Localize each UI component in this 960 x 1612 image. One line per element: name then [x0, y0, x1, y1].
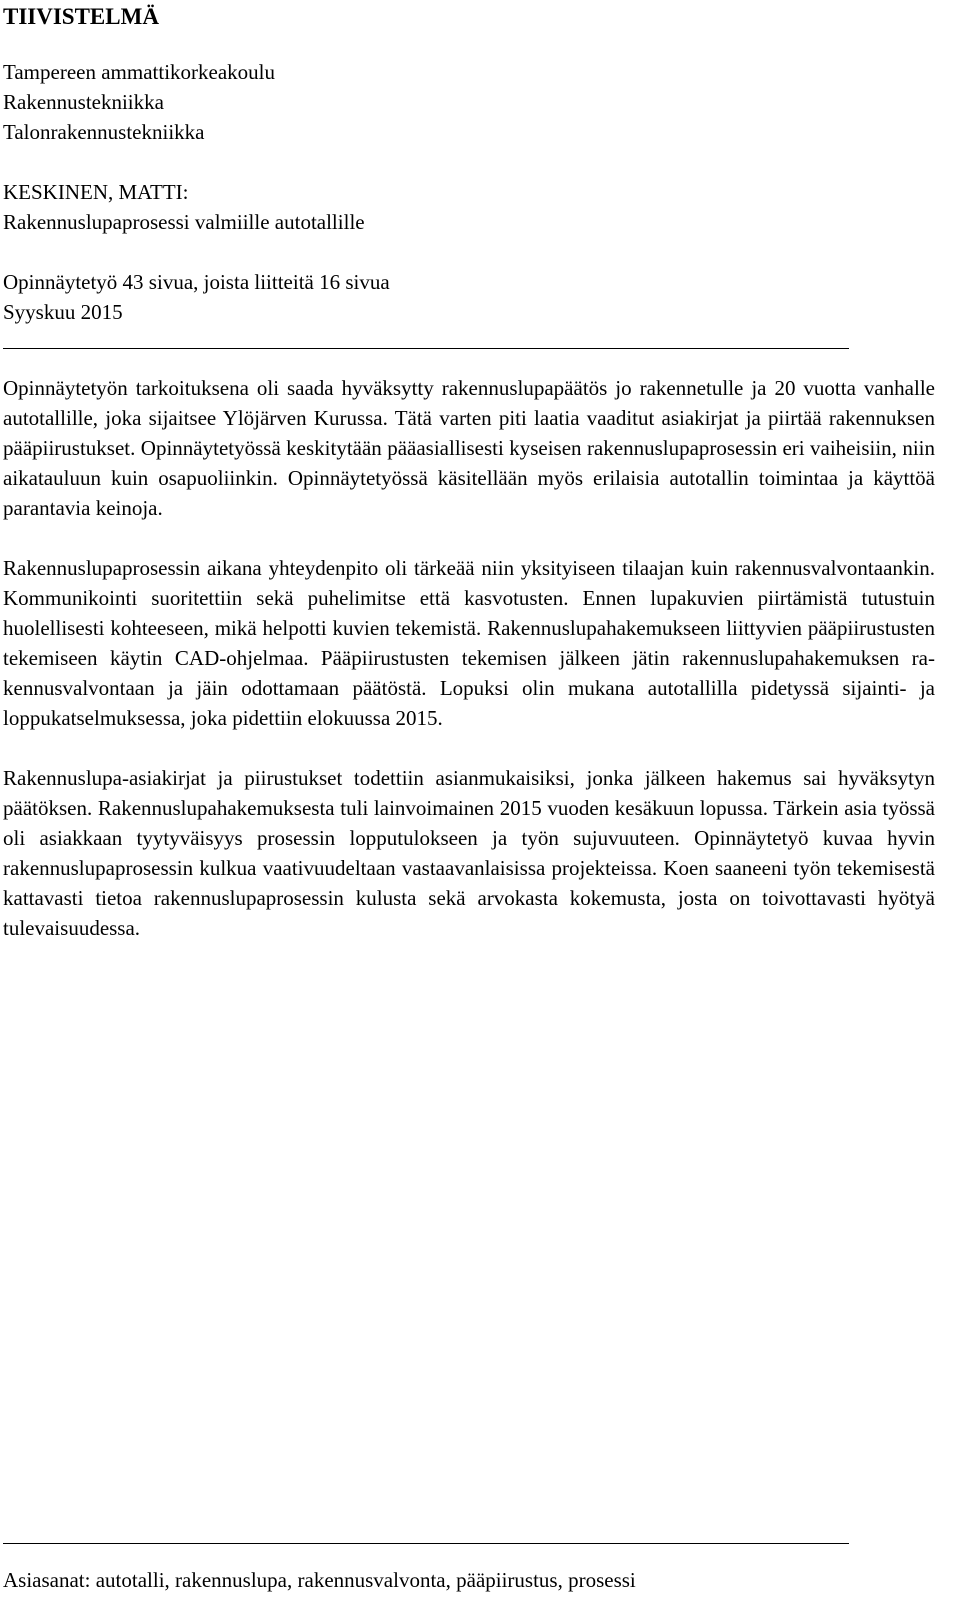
degree-programme: Rakennustekniikka [3, 90, 164, 114]
institution-block [3, 57, 275, 147]
abstract-paragraph: Opinnäytetyön tarkoituksena oli saada hyväksytty rakennuslupapäätös jo rakennetulle ja 20 vuotta vanhalle autotallille, joka sijaitsee Ylöjärven Kurussa. Tätä varten piti laatia vaaditut asiakirjat ja piirtää rakennuksen pääpiirustukset. Opinnäytetyössä keskitytään pääasiallisesti kyseisen rakennuslupaprosessin eri vaiheisiin, niin aikatauluun kuin osapuoliinkin. Opinnäytetyössä käsitellään myös erilaisia autotallin toimintaa ja käyttöä parantavia keinoja. [3, 376, 935, 520]
page-title: TIIVISTELMÄ [3, 4, 159, 29]
keywords-line: Asiasanat: autotalli, rakennuslupa, rakennusvalvonta, pääpiirustus, prosessi [3, 1568, 636, 1592]
publication-date: Syyskuu 2015 [3, 300, 123, 324]
abstract-paragraph: Rakennuslupaprosessin aikana yhteydenpito oli tärkeää niin yksityiseen tilaajan kuin rakennusvalvontaankin. Kommunikointi suoritettiin sekä puhelimitse että kasvotusten. Ennen lupakuvien piirtämistä tutustuin huolellisesti kohteeseen, mikä helpotti kuvien tekemistä. Rakennuslupahakemukseen liittyvien pääpiirustusten tekemiseen käytin CAD-ohjelmaa. Pääpiirustusten tekemisen jälkeen jätin rakennuslupahakemuksen rakennusvalvontaan ja jäin odottamaan päätöstä. Lopuksi olin mukana autotallilla pidetyssä sijainti- ja loppukatselmuksessa, joka pidettiin elokuussa 2015. [3, 556, 935, 730]
author-title-block [3, 177, 365, 237]
institution-name: Tampereen ammattikorkeakoulu [3, 60, 276, 84]
author-name: KESKINEN, MATTI: [3, 180, 189, 204]
bottom-divider [3, 1543, 849, 1544]
thesis-title: Rakennuslupaprosessi valmiille autotallille [3, 210, 365, 234]
abstract-body [3, 373, 935, 973]
top-divider [3, 348, 849, 349]
abstract-page [3, 0, 935, 1612]
specialisation: Talonrakennustekniikka [3, 120, 205, 144]
abstract-paragraph: Rakennuslupa-asiakirjat ja piirustukset todettiin asianmukaisiksi, jonka jälkeen hakemus sai hyväksytyn päätöksen. Rakennuslupahakemuksesta tuli lainvoimainen 2015 vuoden kesäkuun lopussa. Tärkein asia työssä oli asiakkaan tyytyväisyys prosessin lopputulokseen ja työn sujuvuuteen. Opinnäytetyö kuvaa hyvin rakennuslupaprosessin kulkua vaativuudeltaan vastaavanlaisissa projekteissa. Koen saaneeni työn tekemisestä kattavasti tietoa rakennuslupaprosessin kulusta sekä arvokasta kokemusta, josta on toivottavasti hyötyä tulevaisuudessa. [3, 766, 935, 940]
page-count: Opinnäytetyö 43 sivua, joista liitteitä 16 sivua [3, 270, 390, 294]
thesis-info-block [3, 267, 390, 327]
